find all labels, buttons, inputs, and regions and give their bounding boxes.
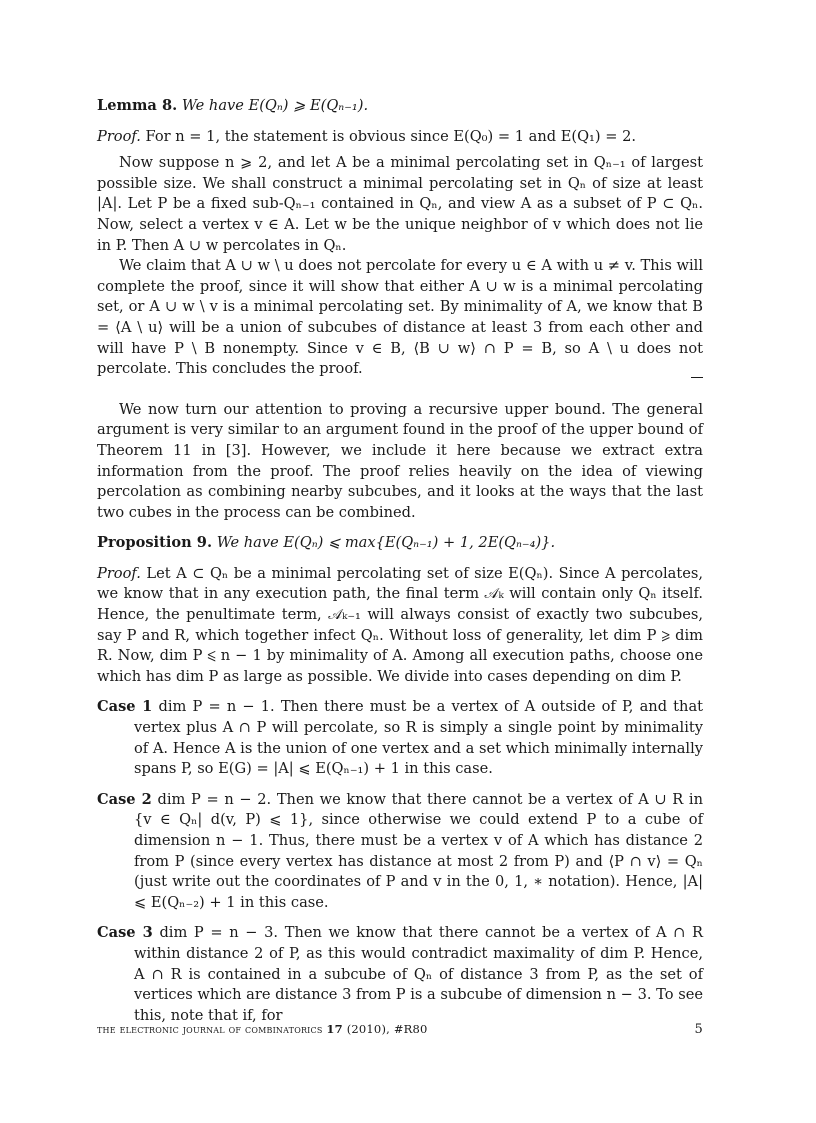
case-label: Case 1: [97, 698, 153, 716]
lemma-label: Lemma 8.: [97, 97, 178, 114]
proof-label: Proof.: [97, 127, 141, 145]
proof-text: For n = 1, the statement is obvious since E(Q₀) = 1 and E(Q₁) = 2.: [145, 127, 637, 145]
journal-name: the electronic journal of combinatorics: [97, 1022, 323, 1036]
lemma-8: [97, 96, 703, 117]
case-2: [97, 790, 703, 914]
case-text: dim P = n − 2. Then we know that there cannot be a vertex of A ∪ R in {v ∈ Qₙ| d(v, P) ⩽ 1}, since otherwise we could extend P to a cube of dimension n − 1. Thus, there must be a vertex v of A which has distance 2 from P (since every vertex has distance at most 2 from P) and ⟨P ∩ v⟩ = Qₙ (just write out the coordinates of P and v in the 0, 1, ∗ notation). Hence, |A| ⩽ E(Qₙ₋₂) + 1 in this case.: [134, 790, 703, 911]
case-text: dim P = n − 1. Then there must be a vertex of A outside of P, and that vertex plus A ∩ P will percolate, so R is simply a single point by minimality of A. Hence A is the union of one vertex and a set which minimally internally spans P, so E(G) = |A| ⩽ E(Qₙ₋₁) + 1 in this case.: [134, 698, 704, 778]
journal-volume: 17: [326, 1022, 343, 1036]
journal-citation: [97, 1022, 428, 1037]
proof-text: Let A ⊂ Qₙ be a minimal percolating set of size E(Qₙ). Since A percolates, we know that in any execution path, the final term 𝒜ₖ will contain only Qₙ itself. Hence, the penultimate term, 𝒜ₖ₋₁ will always consist of exactly two subcubes, say P and R, which together infect Qₙ. Without loss of generality, let dim P ⩾ dim R. Now, dim P ⩽ n − 1 by minimality of A. Among all execution paths, choose one which has dim P as large as possible. We divide into cases depending on dim P.: [97, 564, 703, 685]
qed-symbol: [691, 377, 703, 378]
proposition-statement: We have E(Qₙ) ⩽ max{E(Qₙ₋₁) + 1, 2E(Qₙ₋₄)}.: [216, 534, 556, 552]
page-body: [97, 96, 703, 1036]
case-label: Case 2: [97, 790, 152, 808]
proposition-proof: [97, 564, 703, 688]
lemma-proof-paragraph: Now suppose n ⩾ 2, and let A be a minimal percolating set in Qₙ₋₁ of largest possible size. We shall construct a minimal percolating set in Qₙ of size at least |A|. Let P be a fixed sub-Qₙ₋₁ contained in Qₙ, and view A as a subset of P ⊂ Qₙ. Now, select a vertex v ∈ A. Let w be the unique neighbor of v which does not lie in P. Then A ∪ w percolates in Qₙ.: [97, 154, 703, 254]
proof-label: Proof.: [97, 564, 141, 582]
lemma-proof-first-line: [97, 127, 703, 148]
case-3: [97, 923, 703, 1026]
page-footer: [97, 1022, 703, 1037]
journal-year-issue: (2010), #R80: [346, 1022, 428, 1036]
case-text: dim P = n − 3. Then we know that there cannot be a vertex of A ∩ R within distance 2 of P, as this would contradict maximality of dim P. Hence, A ∩ R is contained in a subcube of Qₙ of distance 3 from P, as the set of vertices which are distance 3 from P is a subcube of dimension n − 3. To see this, note that if, for: [134, 924, 704, 1024]
case-label: Case 3: [97, 924, 153, 942]
intro-paragraph: We now turn our attention to proving a recursive upper bound. The general argument is very similar to an argument found in the proof of the upper bound of Theorem 11 in [3]. However, we include it here because we extract extra information from the proof. The proof relies heavily on the idea of viewing percolation as combining nearby subcubes, and it looks at the ways that the last two cubes in the process can be combined.: [97, 400, 703, 521]
page-number: 5: [694, 1022, 703, 1037]
lemma-proof-paragraph: We claim that A ∪ w \ u does not percolate for every u ∈ A with u ≠ v. This will complete the proof, since it will show that either A ∪ w is a minimal percolating set, or A ∪ w \ v is a minimal percolating set. By minimality of A, we know that B = ⟨A \ u⟩ will be a union of subcubes of distance at least 3 from each other and will have P \ B nonempty. Since v ∈ B, ⟨B ∪ w⟩ ∩ P = B, so A \ u does not percolate. This concludes the proof.: [97, 257, 703, 378]
proposition-9: [97, 533, 703, 554]
lemma-statement: We have E(Qₙ) ⩾ E(Qₙ₋₁).: [181, 97, 369, 114]
proposition-label: Proposition 9.: [97, 534, 213, 552]
case-list: [97, 697, 703, 1026]
case-1: [97, 697, 703, 779]
